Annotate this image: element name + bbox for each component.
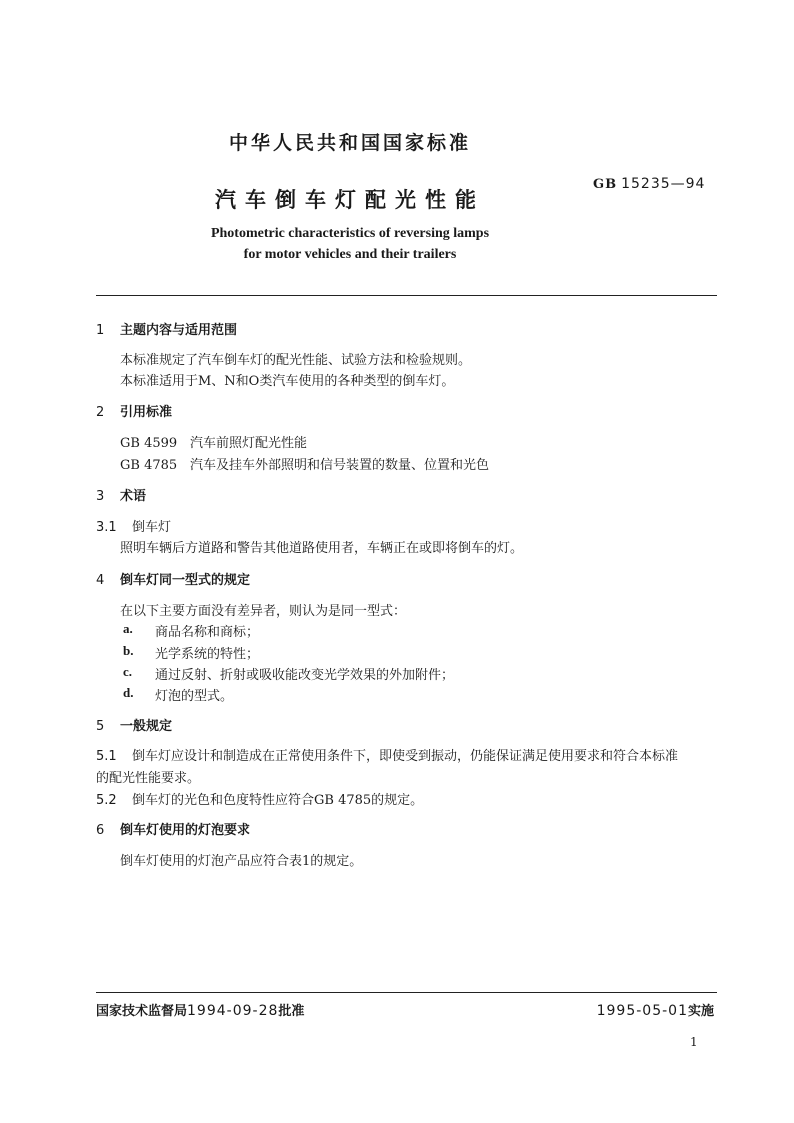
list-item-text: 通过反射、折射或吸收能改变光学效果的外加附件； bbox=[155, 668, 455, 683]
reference-name: 汽车前照灯配光性能 bbox=[190, 436, 308, 451]
list-item-label: b. bbox=[123, 643, 134, 658]
clause-text: 倒车灯的光色和色度特性应符合GB 4785的规定。 bbox=[132, 793, 424, 808]
section-title: 一般规定 bbox=[120, 719, 173, 734]
implementation-suffix: 实施 bbox=[687, 1004, 714, 1019]
section-title: 倒车灯使用的灯泡要求 bbox=[120, 823, 251, 838]
section-number: 4 bbox=[96, 573, 105, 588]
section-4-heading bbox=[96, 569, 250, 588]
approval-info bbox=[96, 1000, 304, 1019]
section-6-heading bbox=[96, 819, 250, 838]
section-title: 引用标准 bbox=[120, 405, 173, 420]
section-title: 主题内容与适用范围 bbox=[120, 323, 238, 338]
title-en-line2: for motor vehicles and their trailers bbox=[243, 247, 457, 262]
page-title: 汽车倒车灯配光性能 bbox=[215, 188, 485, 212]
reference-code: GB 4785 bbox=[120, 458, 178, 473]
list-item-text: 商品名称和商标； bbox=[155, 625, 260, 640]
approval-suffix: 批准 bbox=[278, 1004, 305, 1019]
reference-item bbox=[120, 432, 307, 451]
definition-text: 照明车辆后方道路和警告其他道路使用者，车辆正在或即将倒车的灯。 bbox=[120, 541, 524, 556]
list-item-label: d. bbox=[123, 685, 134, 700]
implementation-info bbox=[597, 1000, 714, 1019]
clause-number: 5.2 bbox=[96, 793, 117, 808]
list-item-text: 灯泡的型式。 bbox=[155, 689, 234, 704]
gb-number: 15235—94 bbox=[621, 176, 706, 192]
standard-type-heading: 中华人民共和国国家标准 bbox=[228, 132, 471, 154]
section-5-heading bbox=[96, 715, 172, 734]
subsection-title: 倒车灯 bbox=[132, 520, 172, 535]
approval-date: 1994-09-28 bbox=[187, 1003, 279, 1019]
section-1-line-2: 本标准适用于M、N和O类汽车使用的各种类型的倒车灯。 bbox=[120, 374, 455, 389]
reference-item bbox=[120, 454, 489, 473]
section-1-line-1: 本标准规定了汽车倒车灯的配光性能、试验方法和检验规则。 bbox=[120, 353, 472, 368]
clause-5-1 bbox=[96, 745, 678, 764]
section-number: 3 bbox=[96, 489, 105, 504]
reference-code: GB 4599 bbox=[120, 436, 178, 451]
section-title: 倒车灯同一型式的规定 bbox=[120, 573, 251, 588]
section-4-intro: 在以下主要方面没有差异者，则认为是同一型式： bbox=[120, 604, 407, 619]
section-number: 6 bbox=[96, 823, 105, 838]
list-item-text: 光学系统的特性； bbox=[155, 647, 260, 662]
subsection-3-1 bbox=[96, 516, 171, 535]
subsection-number: 3.1 bbox=[96, 520, 117, 535]
header-divider bbox=[96, 295, 717, 296]
title-en-line1: Photometric characteristics of reversing lamps bbox=[210, 226, 490, 241]
section-3-heading bbox=[96, 485, 146, 504]
approval-org: 国家技术监督局 bbox=[96, 1004, 188, 1019]
section-1-heading bbox=[96, 319, 237, 338]
section-number: 2 bbox=[96, 405, 105, 420]
section-title: 术语 bbox=[120, 489, 147, 504]
page-number: 1 bbox=[690, 1035, 698, 1049]
clause-5-2 bbox=[96, 789, 423, 808]
clause-text: 倒车灯应设计和制造成在正常使用条件下，即使受到振动，仍能保证满足使用要求和符合本标准 bbox=[132, 749, 679, 764]
section-2-heading bbox=[96, 401, 172, 420]
reference-name: 汽车及挂车外部照明和信号装置的数量、位置和光色 bbox=[190, 458, 490, 473]
footer-divider bbox=[96, 992, 717, 993]
implementation-date: 1995-05-01 bbox=[596, 1003, 688, 1019]
section-number: 1 bbox=[96, 323, 105, 338]
gb-prefix: GB bbox=[593, 177, 618, 192]
section-number: 5 bbox=[96, 719, 105, 734]
clause-number: 5.1 bbox=[96, 749, 117, 764]
clause-5-1-continued: 的配光性能要求。 bbox=[96, 771, 201, 786]
list-item-label: c. bbox=[123, 664, 133, 679]
list-item-label: a. bbox=[123, 621, 133, 636]
section-6-text: 倒车灯使用的灯泡产品应符合表1的规定。 bbox=[120, 854, 363, 869]
